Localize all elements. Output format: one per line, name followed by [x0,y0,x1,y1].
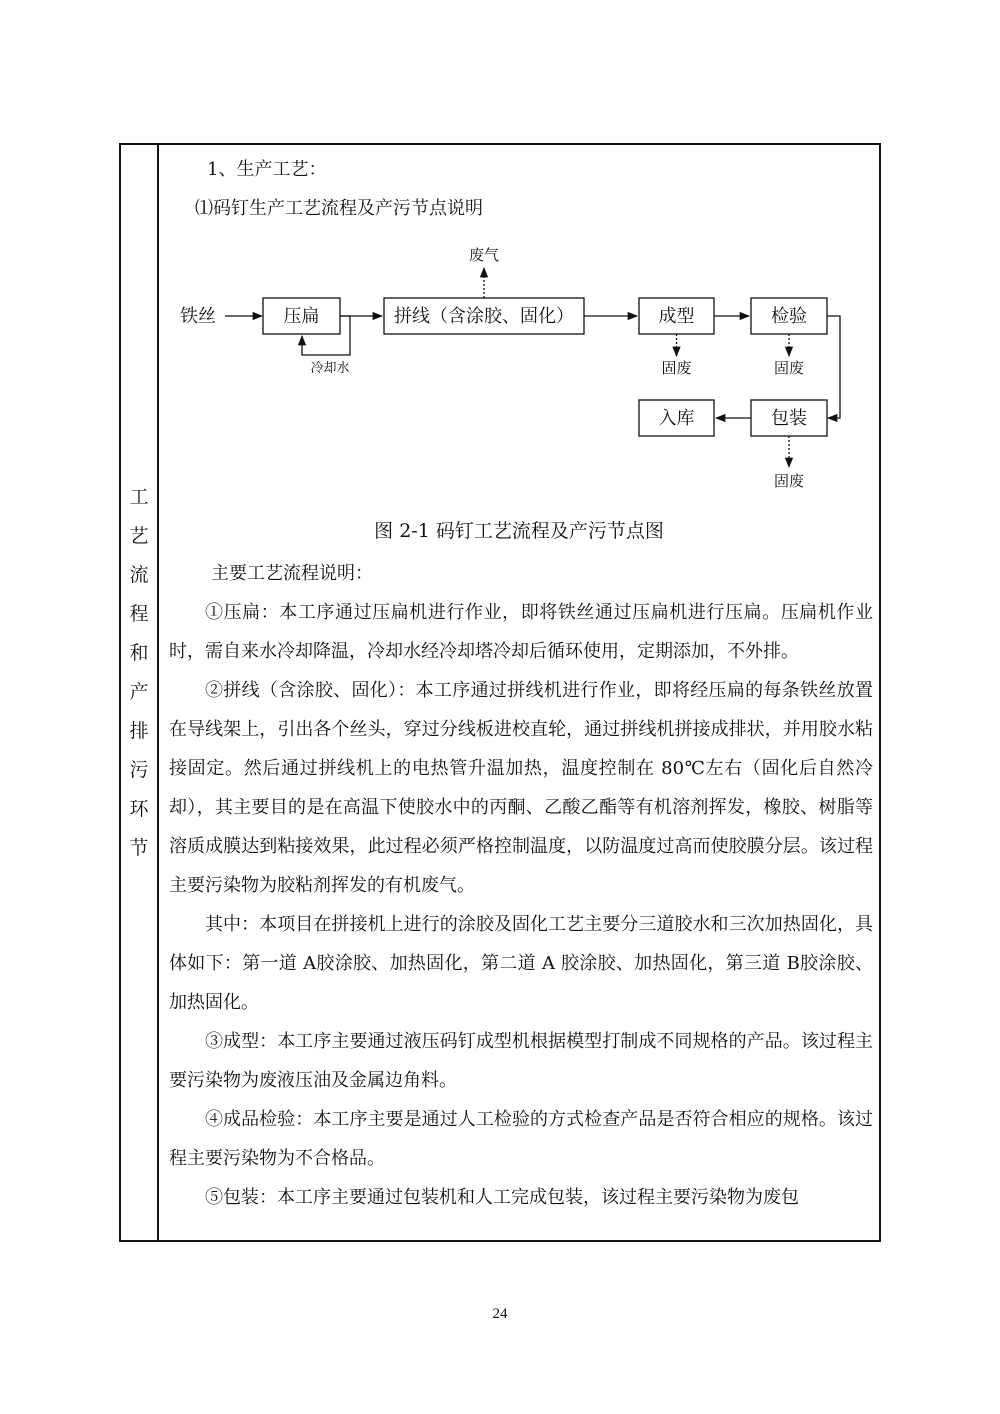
cooling-label: 冷却水 [310,361,350,376]
side-label-char: 艺 [129,525,149,547]
paragraph-press: ①压扁：本工序通过压扁机进行作业，即将铁丝通过压扁机进行压扁。压扁机作业时，需自来水冷却降温，冷却水经冷却塔冷却后循环使用，定期添加，不外排。 [169,602,873,662]
side-label-char: 流 [129,564,149,586]
storage-label: 入库 [658,408,695,429]
paragraph-packing: ⑤包装：本工序主要通过包装机和人工完成包装，该过程主要污染物为废包 [205,1187,799,1208]
paragraph-inspection: ④成品检验：本工序主要是通过人工检验的方式检查产品是否符合相应的规格。该过程主要污染物为不合格品。 [169,1109,873,1169]
side-label-char: 节 [129,837,149,859]
forming-label: 成型 [658,306,695,327]
description-block [169,554,873,1217]
forming-waste-label: 固废 [661,359,692,377]
page-number: 24 [492,1306,508,1322]
input-label: 铁丝 [180,306,216,327]
pack-waste-label: 固废 [773,472,805,490]
section-title: 1、生产工艺： [207,159,327,180]
side-label [121,478,157,868]
side-label-char: 产 [129,681,149,703]
inspect-waste-label: 固废 [773,359,805,377]
side-label-char: 环 [129,798,149,820]
side-label-char: 程 [129,603,149,625]
process-flow-diagram [159,230,879,530]
side-label-char: 工 [129,486,149,508]
pack-label: 包装 [771,408,807,429]
paragraph-forming: ③成型：本工序主要通过液压码钉成型机根据模型打制成不同规格的产品。该过程主要污染物为废液压油及金属边角料。 [169,1031,873,1091]
main-process-title: 主要工艺流程说明： [211,563,373,584]
side-label-char: 和 [129,642,149,664]
splice-label: 拼线（含涂胶、固化） [394,306,574,327]
side-label-char: 污 [129,759,149,781]
paragraph-glue-detail: 其中：本项目在拼接机上进行的涂胶及固化工艺主要分三道胶水和三次加热固化，具体如下：第一道 A胶涂胶、加热固化，第二道 A 胶涂胶、加热固化，第三道 B胶涂胶、加热固化。 [169,914,873,1013]
press-label: 压扁 [283,306,320,327]
figure-caption: 图 2-1 码钉工艺流程及产污节点图 [374,520,664,542]
arrow-inspect-to-pack [827,316,840,418]
side-label-char: 排 [129,720,149,742]
exhaust-label: 废气 [468,246,500,264]
inspect-label: 检验 [771,306,807,327]
sub-title: ⑴码钉生产工艺流程及产污节点说明 [195,198,483,219]
paragraph-splice: ②拼线（含涂胶、固化）：本工序通过拼线机进行作业，即将经压扁的每条铁丝放置在导线架上，引出各个丝头，穿过分线板进校直轮，通过拼线机拼接成排状，并用胶水粘接固定。然后通过拼线机上的电热管升温加热，温度控制在 80℃左右（固化后自然冷却），其主要目的是在高温下使胶水中的丙酮、乙酸乙酯等有机溶剂挥发，橡胶、树脂等溶质成膜达到粘接效果，此过程必须严格控制温度，以防温度过高而使胶膜分层。该过程主要污染物为胶粘剂挥发的有机废气。 [169,680,873,896]
